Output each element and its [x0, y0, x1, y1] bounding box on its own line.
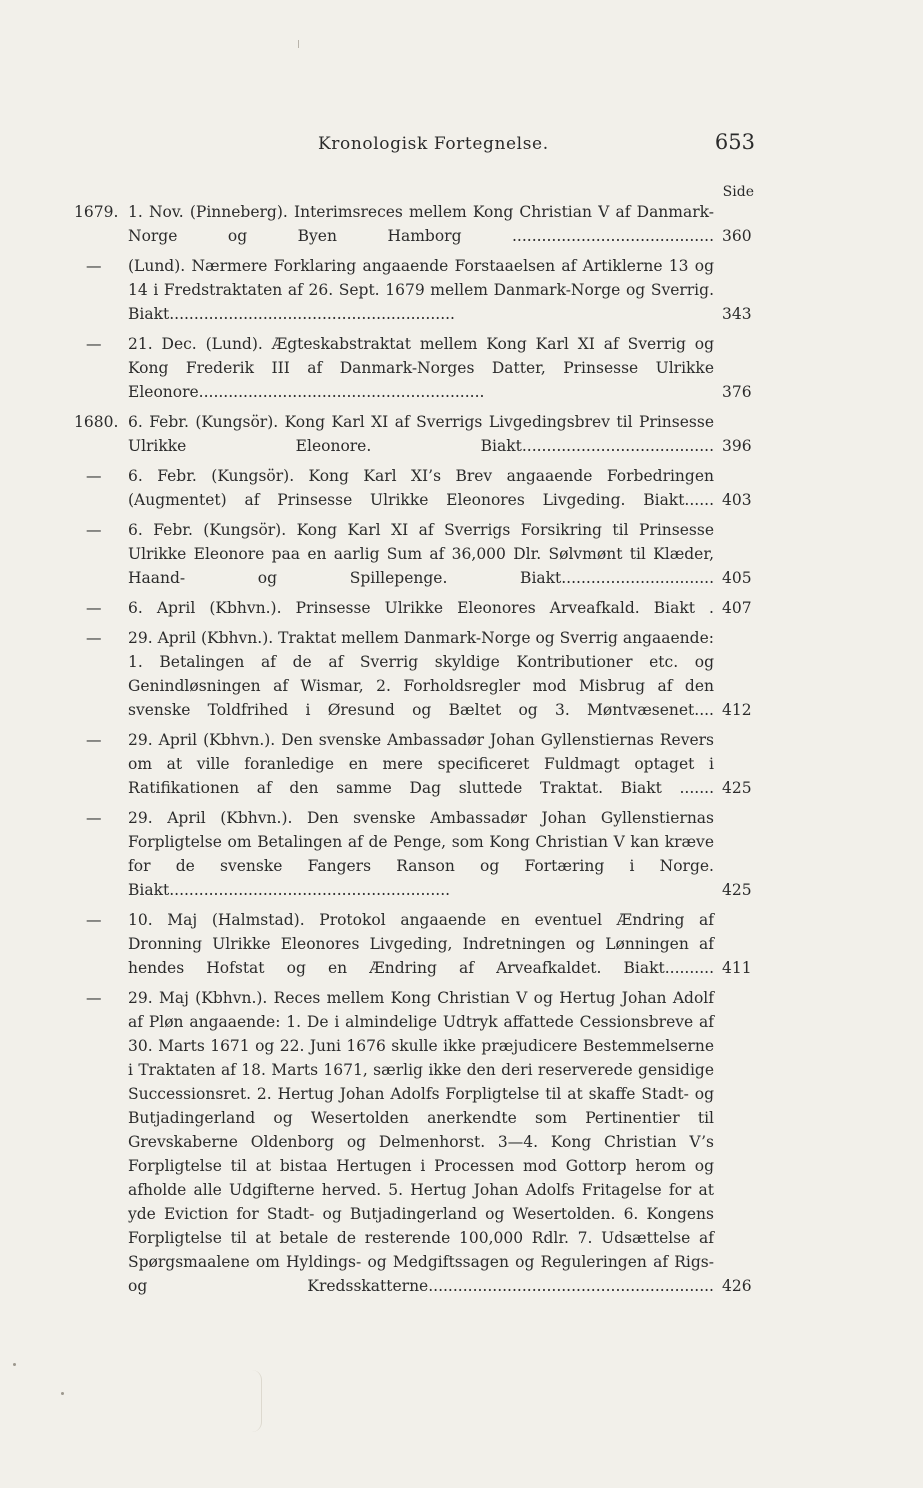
entry	[0, 332, 923, 404]
entry-text: 29. April (Kbhvn.). Den svenske Ambassadør Johan Gyllenstiernas Revers om at ville foranledige en mere specificeret Fuldmagt optaget i Ratifikationen af den samme Dag sluttede Traktat. Biakt .......	[128, 731, 714, 797]
entry-dash: —	[86, 629, 102, 647]
entry-page: 425	[722, 779, 752, 797]
entry	[0, 200, 923, 248]
entry-text: 6. Febr. (Kungsör). Kong Karl XI af Sverrigs Forsikring til Prinsesse Ulrikke Eleonore paa en aarlig Sum af 36,000 Dlr. Sølvmønt til Klæder, Haand- og Spillepenge. Biakt...............................	[128, 521, 714, 587]
page-number: 653	[714, 130, 755, 154]
entry-page: 405	[722, 569, 752, 587]
entry	[0, 464, 923, 512]
entry	[0, 728, 923, 800]
entry-page: 407	[722, 599, 752, 617]
entry-text: 6. April (Kbhvn.). Prinsesse Ulrikke Eleonores Arveafkald. Biakt .	[128, 599, 714, 617]
entry-text: 6. Febr. (Kungsör). Kong Karl XI af Sverrigs Livgedingsbrev til Prinsesse Ulrikke Eleonore. Biakt.......................................	[128, 413, 714, 455]
entry	[0, 806, 923, 902]
entry-page: 396	[722, 437, 752, 455]
entry	[0, 986, 923, 1298]
entry-dash: —	[86, 257, 102, 275]
entry	[0, 254, 923, 326]
entry-dash: —	[86, 809, 102, 827]
entry	[0, 518, 923, 590]
entry-page: 425	[722, 881, 752, 899]
entry-text: 1. Nov. (Pinneberg). Interimsreces mellem Kong Christian V af Danmark-Norge og Byen Hamborg .........................................	[128, 203, 714, 245]
entry-page: 426	[722, 1277, 752, 1295]
entry-dash: —	[86, 521, 102, 539]
page-header	[0, 128, 923, 162]
entry-year: 1680.	[74, 413, 119, 431]
entry-dash: —	[86, 731, 102, 749]
entry-text: 29. Maj (Kbhvn.). Reces mellem Kong Christian V og Hertug Johan Adolf af Pløn angaaende: 1. De i almindelige Udtryk affattede Cessionsbreve af 30. Marts 1671 og 22. Juni 1676 skulle ikke præjudicere Bestemmelserne i Traktaten af 18. Marts 1671, særlig ikke den deri reserverede gensidige Successionsret. 2. Hertug Johan Adolfs Forpligtelse til at skaffe Stadt- og Butjadingerland og Wesertolden anerkendte som Pertinentier til Grevskaberne Oldenborg og Delmenhorst. 3—4. Kong Christian V’s Forpligtelse til at bistaa Hertugen i Processen mod Gottorp herom og afholde alle Udgifterne herved. 5. Hertug Johan Adolfs Fritagelse for at yde Eviction for Stadt- og Butjadingerland og Wesertolden. 6. Kongens Forpligtelse til at betale de resterende 100,000 Rdlr. 7. Udsættelse af Spørgsmaalene om Hyldings- og Medgiftssagen og Reguleringen af Rigs- og Kredsskatterne..........................................................	[128, 989, 714, 1295]
entry-page: 411	[722, 959, 752, 977]
entry-year: 1679.	[74, 203, 119, 221]
entry-text: 10. Maj (Halmstad). Protokol angaaende en eventuel Ændring af Dronning Ulrikke Eleonores Livgeding, Indretningen og Lønningen af hendes Hofstat og en Ændring af Arveafkaldet. Biakt..........	[128, 911, 714, 977]
entry-list	[0, 200, 923, 1304]
paper-speck	[61, 1392, 64, 1395]
entry-dash: —	[86, 911, 102, 929]
entry-text: 6. Febr. (Kungsör). Kong Karl XI’s Brev angaaende Forbedringen (Augmentet) af Prinsesse Ulrikke Eleonores Livgeding. Biakt......	[128, 467, 714, 509]
pencil-mark	[298, 40, 299, 48]
entry-page: 376	[722, 383, 752, 401]
entry-text: 29. April (Kbhvn.). Den svenske Ambassadør Johan Gyllenstiernas Forpligtelse om Betalingen af de Penge, som Kong Christian V kan kræve for de svenske Fangers Ranson og Fortæring i Norge. Biakt.........................................................	[128, 809, 714, 899]
entry-text: 21. Dec. (Lund). Ægteskabstraktat mellem Kong Karl XI af Sverrig og Kong Frederik III af Danmark-Norges Datter, Prinsesse Ulrikke Eleonore..........................................................	[128, 335, 714, 401]
entry-dash: —	[86, 599, 102, 617]
entry	[0, 596, 923, 620]
entry	[0, 410, 923, 458]
entry-page: 343	[722, 305, 752, 323]
entry-page: 412	[722, 701, 752, 719]
entry-text: 29. April (Kbhvn.). Traktat mellem Danmark-Norge og Sverrig angaaende: 1. Betalingen af de af Sverrig skyldige Kontributioner etc. og Genindløsningen af Wismar, 2. Forholdsregler mod Misbrug af den svenske Toldfrihed i Øresund og Bæltet og 3. Møntvæsenet....	[128, 629, 714, 719]
entry	[0, 908, 923, 980]
entry-page: 360	[722, 227, 752, 245]
entry-page: 403	[722, 491, 752, 509]
side-column-label: Side	[722, 184, 754, 200]
page-fold-mark	[247, 1370, 262, 1432]
entry-text: (Lund). Nærmere Forklaring angaaende Forstaaelsen af Artiklerne 13 og 14 i Fredstraktaten af 26. Sept. 1679 mellem Danmark-Norge og Sverrig. Biakt..........................................................	[128, 257, 714, 323]
running-title: Kronologisk Fortegnelse.	[318, 134, 549, 154]
entry-dash: —	[86, 467, 102, 485]
entry-dash: —	[86, 989, 102, 1007]
entry	[0, 626, 923, 722]
paper-speck	[13, 1363, 16, 1366]
entry-dash: —	[86, 335, 102, 353]
